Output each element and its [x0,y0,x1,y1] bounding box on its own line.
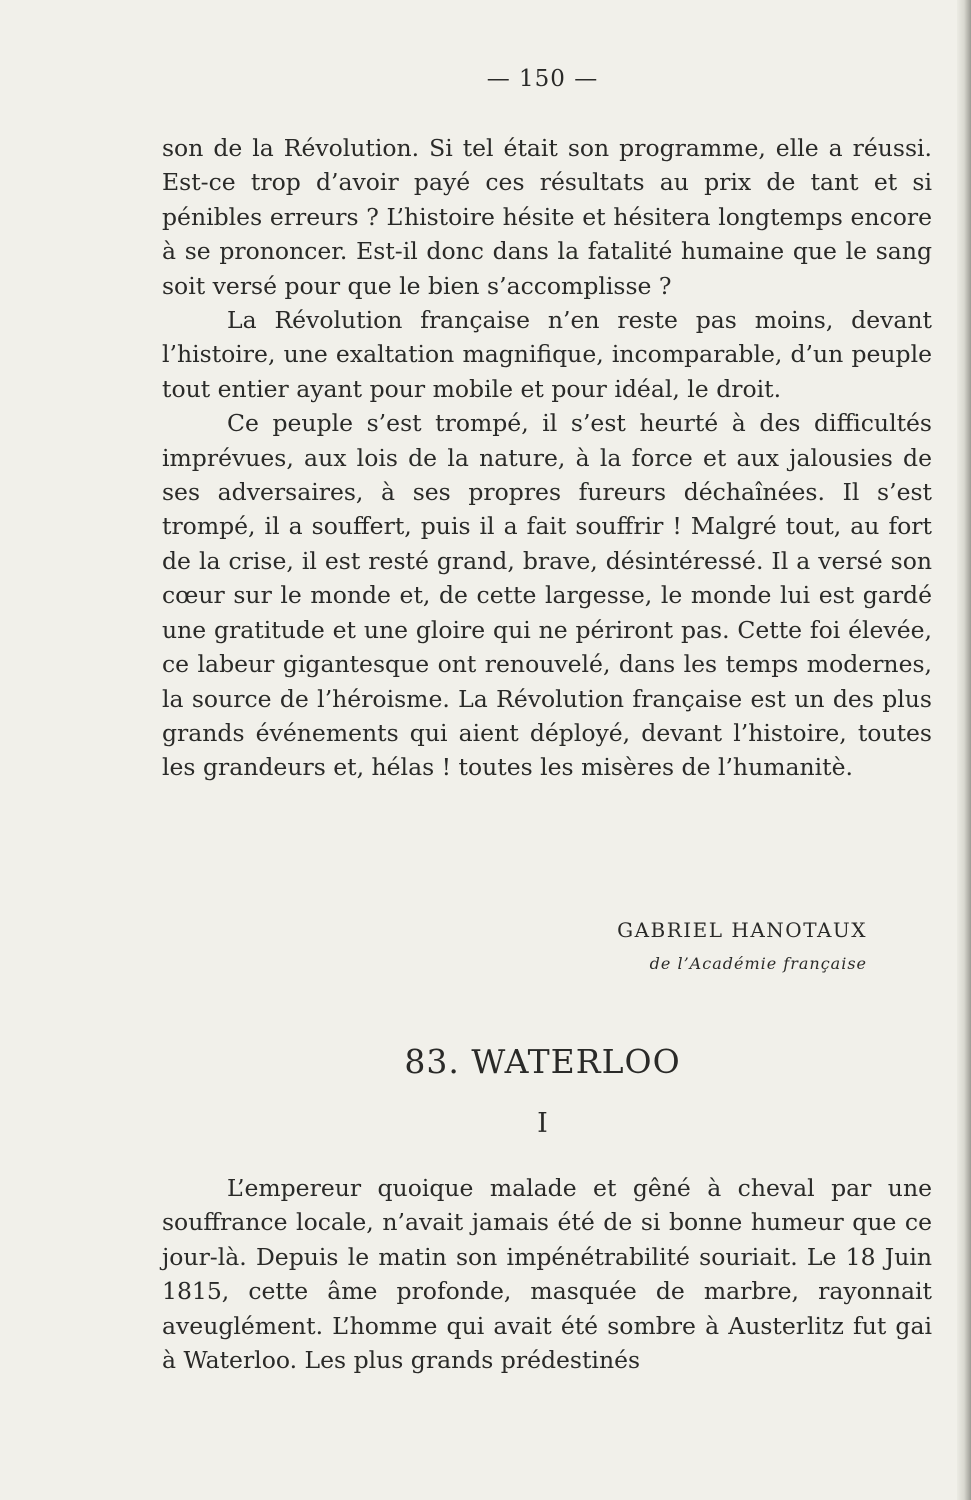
part-number: I [537,1108,548,1139]
paragraph: Ce peuple s’est trompé, il s’est heurté à des difficultés imprévues, aux lois de la nature, à la force et aux jalousies de ses adversaires, à ses propres fureurs déchaînées. Il s’est trompé, il a souffert, puis il a fait souffrir ! Malgré tout, au fort de la crise, il est resté grand, brave, désintéressé. Il a versé son cœur sur le monde et, de cette largesse, le monde lui est gardé une gratitude et une gloire qui ne périront pas. Cette foi élevée, ce labeur gigantesque ont renouvelé, dans les temps modernes, la source de l’héroisme. La Révolution française est un des plus grands événements qui aient déployé, devant l’histoire, toutes les grandeurs et, hélas ! toutes les misères de l’humanitè. [162,409,932,782]
page-number: — 150 — [486,66,599,92]
author-affiliation: de l’Académie française [649,954,867,973]
author-name: GABRIEL HANOTAUX [617,918,867,942]
paragraph: son de la Révolution. Si tel était son programme, elle a réussi. Est-ce trop d’avoir payé ces résultats au prix de tant et si pénibles erreurs ? L’histoire hésite et hésitera longtemps encore à se prononcer. Est-il donc dans la fatalité humaine que le sang soit versé pour que le bien s’accomplisse ? [162,134,932,300]
chapter-title: 83. WATERLOO [404,1042,681,1081]
paragraph: L’empereur quoique malade et gêné à cheval par une souffrance locale, n’avait jamais été de si bonne humeur que ce jour-là. Depuis le matin son impénétrabilité souriait. Le 18 Juin 1815, cette âme profonde, masquée de marbre, rayonnait aveuglément. L’homme qui avait été sombre à Austerlitz fut gai à Waterloo. Les plus grands prédestinés [162,1174,932,1375]
paragraph: La Révolution française n’en reste pas moins, devant l’histoire, une exaltation magnifique, incomparable, d’un peuple tout entier ayant pour mobile et pour idéal, le droit. [162,306,932,403]
body-text-section-1 [162,131,932,785]
page-edge [957,0,971,1500]
body-text-section-2 [162,1171,932,1377]
